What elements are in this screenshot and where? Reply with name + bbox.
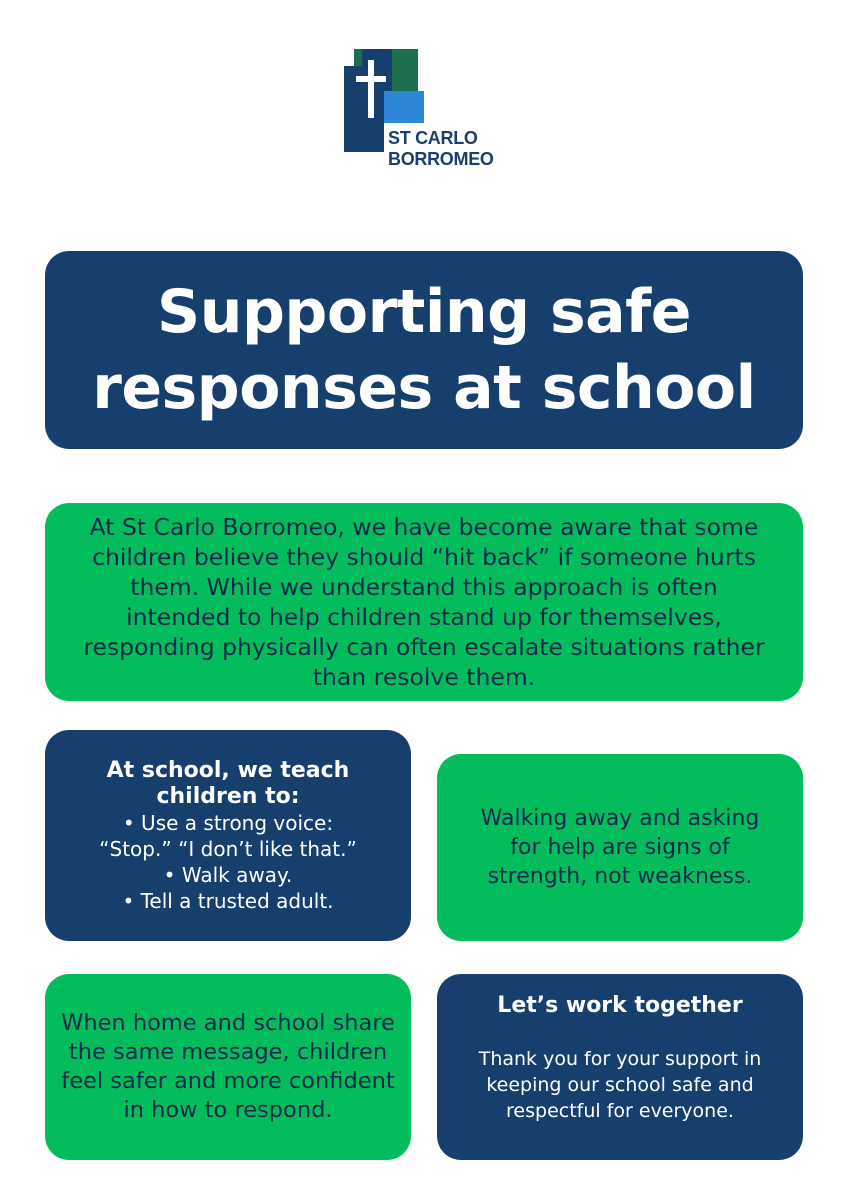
home-school-text: When home and school share the same message, children feel safer and more confident in how to respond. [61,1010,395,1123]
page-title [92,274,755,426]
strength-text: Walking away and asking for help are signs of strength, not weakness. [480,806,760,889]
work-together-heading: Let’s work together [497,993,743,1018]
work-together-panel [437,974,803,1160]
strength-panel [437,754,803,941]
intro-panel [45,503,803,701]
teach-heading-line-2: children to: [156,783,300,809]
teach-list-item: • Tell a trusted adult. [122,888,334,913]
work-together-text: Thank you for your support in keeping our school safe and respectful for everyone. [478,1048,762,1122]
teach-heading-line-1: At school, we teach [106,757,350,783]
logo-line-1: ST CARLO [388,128,478,148]
title-banner [45,251,803,449]
school-name-wordmark [388,128,494,170]
teach-list-item: • Walk away. [163,862,293,887]
teach-list [99,810,357,914]
home-school-panel [45,974,411,1160]
teach-list-item: “Stop.” “I don’t like that.” [99,836,357,861]
teach-heading [107,758,350,810]
teach-list-item: • Use a strong voice: [122,810,334,835]
title-line-1: Supporting safe [157,277,691,347]
logo-line-2: BORROMEO [388,149,494,169]
title-line-2: responses at school [92,353,756,423]
teach-panel [45,730,411,941]
school-logo [342,46,512,176]
intro-text: At St Carlo Borromeo, we have become aware that some children believe they should “hit back” if someone hurts them. While we understand this approach is often intended to help children stand up for themselves, responding physically can often escalate situations rather than resolve them. [83,513,765,691]
